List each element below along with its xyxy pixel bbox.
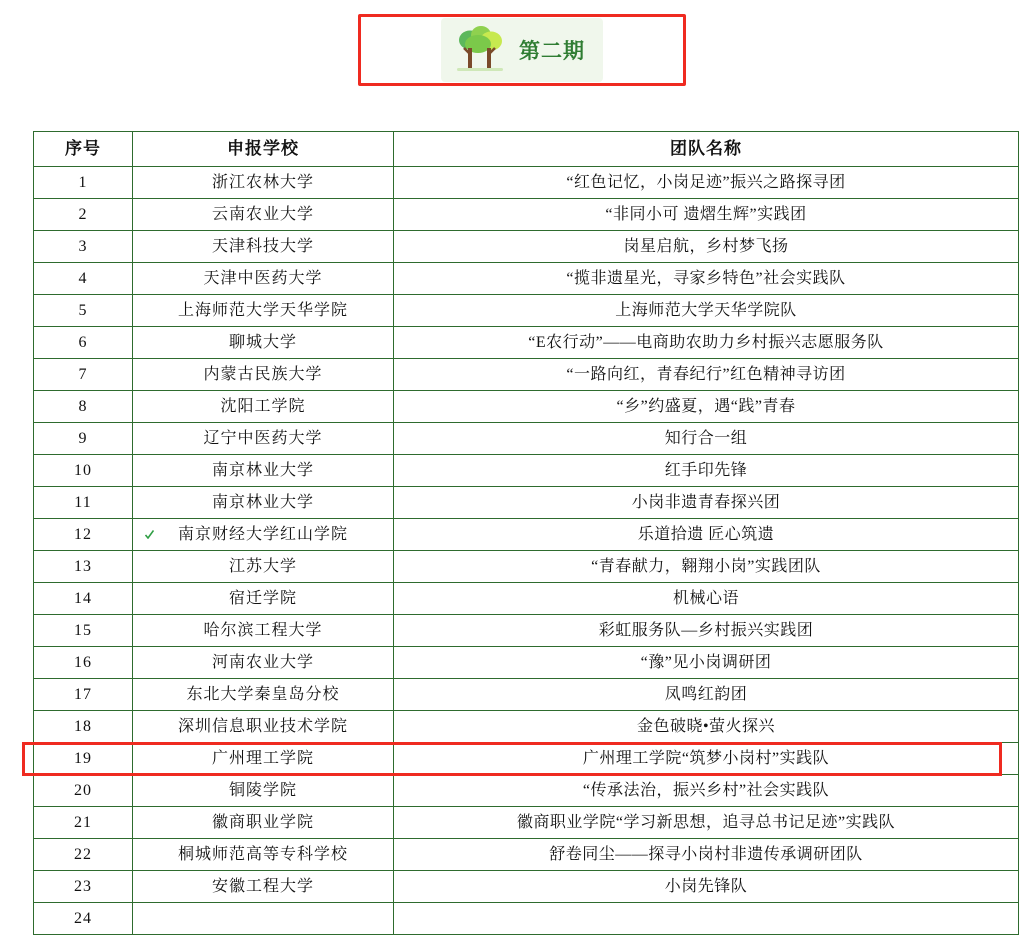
cell-no: 19 bbox=[34, 743, 133, 775]
cell-team: 小岗非遗青春探兴团 bbox=[394, 487, 1019, 519]
column-header-no: 序号 bbox=[34, 132, 133, 167]
cell-school: 江苏大学 bbox=[133, 551, 394, 583]
table-row bbox=[34, 423, 1019, 455]
table-row bbox=[34, 775, 1019, 807]
cell-no: 15 bbox=[34, 615, 133, 647]
table-row bbox=[34, 391, 1019, 423]
cell-team: 小岗先锋队 bbox=[394, 871, 1019, 903]
cell-team: 凤鸣红韵团 bbox=[394, 679, 1019, 711]
banner-content bbox=[441, 18, 603, 82]
banner-title: 第二期 bbox=[519, 40, 585, 63]
table-row bbox=[34, 167, 1019, 199]
cell-school: 南京林业大学 bbox=[133, 487, 394, 519]
cell-school: 徽商职业学院 bbox=[133, 807, 394, 839]
cell-school: 南京财经大学红山学院 bbox=[133, 519, 394, 551]
tree-icon bbox=[451, 24, 509, 76]
cell-team: “红色记忆，小岗足迹”振兴之路探寻团 bbox=[394, 167, 1019, 199]
cell-school: 内蒙古民族大学 bbox=[133, 359, 394, 391]
table-row bbox=[34, 455, 1019, 487]
table-row bbox=[34, 711, 1019, 743]
cell-no: 18 bbox=[34, 711, 133, 743]
cell-school: 聊城大学 bbox=[133, 327, 394, 359]
cell-team: “豫”见小岗调研团 bbox=[394, 647, 1019, 679]
table-row bbox=[34, 839, 1019, 871]
table-row bbox=[34, 231, 1019, 263]
cell-school: 安徽工程大学 bbox=[133, 871, 394, 903]
cell-team: 上海师范大学天华学院队 bbox=[394, 295, 1019, 327]
cell-no: 3 bbox=[34, 231, 133, 263]
cell-school: 辽宁中医药大学 bbox=[133, 423, 394, 455]
cell-no: 6 bbox=[34, 327, 133, 359]
cell-team: “传承法治，振兴乡村”社会实践队 bbox=[394, 775, 1019, 807]
table-row bbox=[34, 743, 1019, 775]
table-row bbox=[34, 551, 1019, 583]
cell-no: 23 bbox=[34, 871, 133, 903]
cell-no: 17 bbox=[34, 679, 133, 711]
cell-no: 12 bbox=[34, 519, 133, 551]
table-row bbox=[34, 583, 1019, 615]
table-row bbox=[34, 871, 1019, 903]
cell-no: 16 bbox=[34, 647, 133, 679]
cell-team: 徽商职业学院“学习新思想，追寻总书记足迹”实践队 bbox=[394, 807, 1019, 839]
table-row bbox=[34, 679, 1019, 711]
cell-no: 20 bbox=[34, 775, 133, 807]
cell-no: 7 bbox=[34, 359, 133, 391]
cell-no: 11 bbox=[34, 487, 133, 519]
table-row bbox=[34, 295, 1019, 327]
cell-school: 河南农业大学 bbox=[133, 647, 394, 679]
cell-school: 桐城师范高等专科学校 bbox=[133, 839, 394, 871]
cell-school: 浙江农林大学 bbox=[133, 167, 394, 199]
cell-school: 铜陵学院 bbox=[133, 775, 394, 807]
cell-school: 南京林业大学 bbox=[133, 455, 394, 487]
cell-team: 舒卷同尘——探寻小岗村非遗传承调研团队 bbox=[394, 839, 1019, 871]
cell-no: 22 bbox=[34, 839, 133, 871]
table-row bbox=[34, 807, 1019, 839]
cell-team: “青春献力，翱翔小岗”实践团队 bbox=[394, 551, 1019, 583]
cell-school: 广州理工学院 bbox=[133, 743, 394, 775]
table-row bbox=[34, 263, 1019, 295]
cell-school: 哈尔滨工程大学 bbox=[133, 615, 394, 647]
cell-team: 广州理工学院“筑梦小岗村”实践队 bbox=[394, 743, 1019, 775]
cell-team: 金色破晓•萤火探兴 bbox=[394, 711, 1019, 743]
table-row bbox=[34, 199, 1019, 231]
cell-team: “一路向红，青春纪行”红色精神寻访团 bbox=[394, 359, 1019, 391]
cell-school bbox=[133, 903, 394, 935]
cell-no: 8 bbox=[34, 391, 133, 423]
cell-no: 24 bbox=[34, 903, 133, 935]
column-header-team: 团队名称 bbox=[394, 132, 1019, 167]
cell-school: 云南农业大学 bbox=[133, 199, 394, 231]
table-head bbox=[34, 132, 1019, 167]
cell-team: 彩虹服务队—乡村振兴实践团 bbox=[394, 615, 1019, 647]
cell-school: 天津中医药大学 bbox=[133, 263, 394, 295]
cell-team: 机械心语 bbox=[394, 583, 1019, 615]
cell-team: “乡”约盛夏，遇“践”青春 bbox=[394, 391, 1019, 423]
cell-team: “E农行动”——电商助农助力乡村振兴志愿服务队 bbox=[394, 327, 1019, 359]
cell-school: 天津科技大学 bbox=[133, 231, 394, 263]
cell-no: 9 bbox=[34, 423, 133, 455]
table-row bbox=[34, 647, 1019, 679]
listing-table-wrapper bbox=[33, 131, 991, 935]
table-row bbox=[34, 903, 1019, 935]
cell-team: 知行合一组 bbox=[394, 423, 1019, 455]
cell-team: “揽非遗星光，寻家乡特色”社会实践队 bbox=[394, 263, 1019, 295]
cell-team: 红手印先锋 bbox=[394, 455, 1019, 487]
cell-no: 13 bbox=[34, 551, 133, 583]
listing-table bbox=[33, 131, 1019, 935]
cell-no: 21 bbox=[34, 807, 133, 839]
cell-team: 乐道拾遗 匠心筑遗 bbox=[394, 519, 1019, 551]
table-body bbox=[34, 167, 1019, 935]
table-row bbox=[34, 359, 1019, 391]
cell-no: 10 bbox=[34, 455, 133, 487]
cell-school: 沈阳工学院 bbox=[133, 391, 394, 423]
cell-school: 上海师范大学天华学院 bbox=[133, 295, 394, 327]
cell-school: 宿迁学院 bbox=[133, 583, 394, 615]
table-row bbox=[34, 615, 1019, 647]
table-row bbox=[34, 327, 1019, 359]
cell-school: 东北大学秦皇岛分校 bbox=[133, 679, 394, 711]
cell-no: 2 bbox=[34, 199, 133, 231]
cell-no: 5 bbox=[34, 295, 133, 327]
cell-school: 深圳信息职业技术学院 bbox=[133, 711, 394, 743]
cell-no: 4 bbox=[34, 263, 133, 295]
cell-no: 14 bbox=[34, 583, 133, 615]
cell-team: 岗星启航，乡村梦飞扬 bbox=[394, 231, 1019, 263]
banner-frame bbox=[358, 14, 686, 86]
table-row bbox=[34, 487, 1019, 519]
cell-no: 1 bbox=[34, 167, 133, 199]
cell-team bbox=[394, 903, 1019, 935]
table-header-row bbox=[34, 132, 1019, 167]
column-header-school: 申报学校 bbox=[133, 132, 394, 167]
cell-team: “非同小可 遗熠生辉”实践团 bbox=[394, 199, 1019, 231]
table-row bbox=[34, 519, 1019, 551]
